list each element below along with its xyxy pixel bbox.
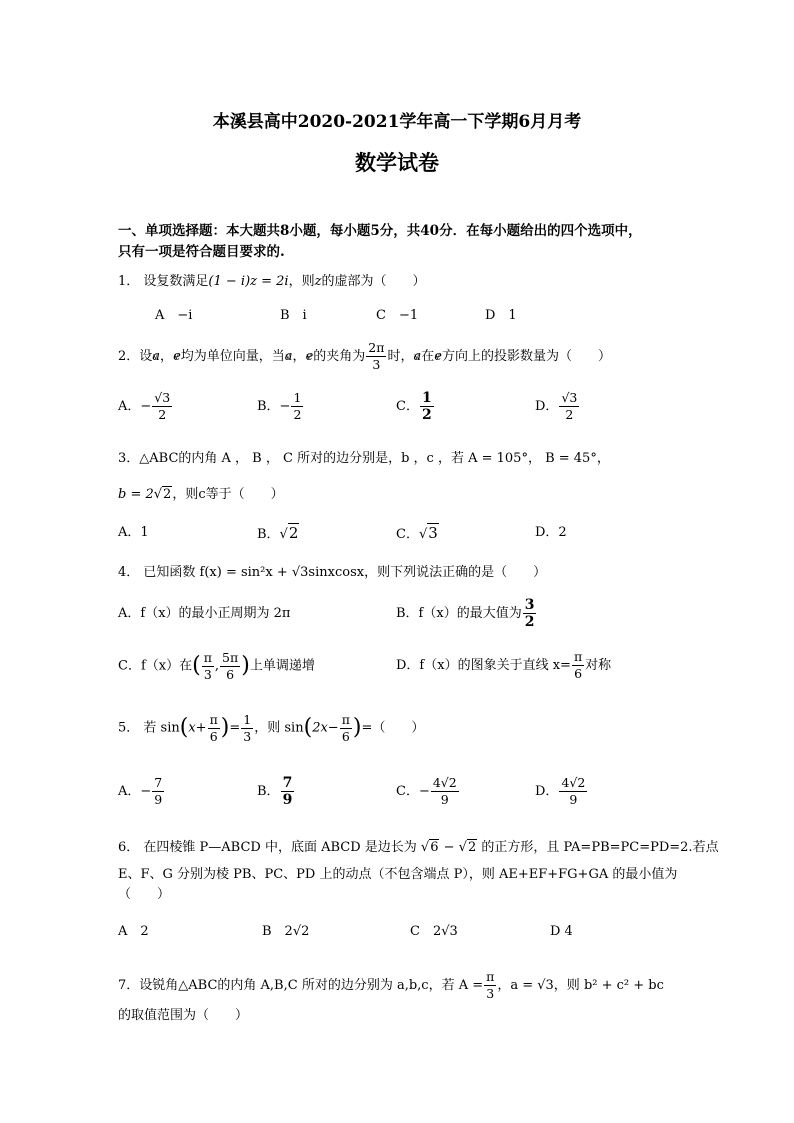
- q2-b-fraction: [291, 390, 303, 423]
- q5-pre: 5． 若 sin: [118, 720, 180, 736]
- q3-ask: ，则c等于（ ）: [172, 487, 284, 502]
- q2-d-den: 2: [565, 407, 574, 422]
- q7-den: 3: [486, 986, 495, 1001]
- q2-angle-fraction: [366, 340, 386, 373]
- q1-z: z: [314, 274, 322, 289]
- q6-option-b: B 2√2: [262, 924, 310, 939]
- q5-option-b: [257, 772, 295, 812]
- q2-a-label: A．−: [118, 399, 152, 414]
- question-6-line1: [118, 838, 719, 858]
- q5-arg2: 2x−: [312, 720, 339, 736]
- q5-eq: =: [229, 720, 241, 736]
- q5-b-num: 7: [282, 775, 293, 791]
- q2-d-label: D．: [535, 399, 559, 414]
- q5-b-label: B．: [257, 784, 280, 799]
- q5-c-num: 4√2: [432, 775, 457, 790]
- q3-sqrt-sign: √: [153, 487, 163, 502]
- q2-d-fraction: [559, 390, 579, 423]
- q3-c-radicand: 3: [428, 524, 438, 542]
- q5-den1: 6: [209, 728, 218, 744]
- q5-den2: 6: [341, 728, 350, 744]
- q5-lparen1: (: [179, 715, 189, 740]
- section-heading-line1: 一、单项选择题：本大题共8小题，每小题5分，共40分．在每小题给出的四个选项中，: [118, 223, 642, 239]
- q6-option-a: A 2: [118, 924, 149, 939]
- q5-lparen2: (: [303, 715, 313, 740]
- q2-text1: 均为单位向量，当: [180, 349, 285, 364]
- q5-d-den: 9: [569, 792, 578, 807]
- q5-rparen1: ): [220, 715, 230, 740]
- q4-d-fraction: [572, 649, 584, 682]
- q6-sqrt2: 2: [467, 840, 477, 855]
- q2-angle-num: 2π: [368, 340, 385, 355]
- q4-c-frac2: [220, 650, 240, 683]
- q6-option-d: D 4: [550, 924, 573, 939]
- q4-b-fraction: [523, 597, 537, 630]
- q2-vector-a: v a: [152, 349, 160, 364]
- q3-b-value: b = 2: [118, 487, 154, 502]
- question-6-line2: E、F、G 分别为棱 PB、PC、PD 上的动点（不包含端点 P），则 AE+EF+FG+GA 的最小值为: [118, 867, 678, 882]
- q6-option-c: C 2√3: [410, 924, 458, 939]
- q2-angle-den: 3: [372, 357, 381, 372]
- question-3-line2: [118, 485, 284, 505]
- q4-option-c: [118, 646, 315, 687]
- q3-c-label: C．√: [396, 527, 428, 542]
- q4-b-num: 3: [524, 597, 535, 613]
- q1-equation: (1 − i)z = 2i: [208, 274, 289, 289]
- q7-pre: 7．设锐角△ABC的内角 A,B,C 所对的边分别为 a,b,c，若 A =: [118, 978, 484, 993]
- q5-d-fraction: [559, 775, 587, 808]
- q4-option-a: A．f（x）的最小正周期为 2π: [118, 606, 291, 621]
- q2-text3: 时，: [387, 349, 414, 364]
- q5-a-label: A．−: [118, 784, 152, 799]
- q6-minus: − √: [439, 840, 467, 855]
- q5-d-num: 4√2: [561, 775, 586, 790]
- q4-c-d1: 3: [203, 666, 212, 682]
- q4-c-post: 上单调递增: [249, 658, 315, 674]
- q3-b-radicand: 2: [288, 524, 299, 542]
- q4-d-num: π: [573, 649, 583, 664]
- q5-c-fraction: [431, 775, 459, 808]
- q2-text2: 的夹角为: [313, 349, 366, 364]
- q5-b-den: 9: [282, 792, 293, 808]
- q2-a-num: √3: [154, 390, 171, 405]
- q7-angle-fraction: [484, 969, 496, 1002]
- q5-mid: ，则 sin: [254, 720, 304, 736]
- q2-c-den: 2: [421, 407, 432, 423]
- q4-c-n1: π: [203, 649, 212, 665]
- q2-text4: 在: [421, 349, 435, 364]
- q4-c-lparen: (: [192, 653, 201, 678]
- q4-d-post: 对称: [585, 658, 612, 673]
- q2-vector-e: v e: [173, 349, 181, 364]
- q5-num1: π: [209, 711, 218, 727]
- q5-rparen2: ): [352, 715, 362, 740]
- q4-c-d2: 6: [226, 666, 235, 682]
- q4-c-comma: ,: [214, 658, 220, 674]
- q2-d-num: √3: [561, 390, 578, 405]
- q6-post: 的正方形，且 PA=PB=PC=PD=2.若点: [477, 840, 719, 855]
- q5-a-fraction: [152, 775, 164, 808]
- q2-c-num: 1: [421, 390, 432, 406]
- q5-c-label: C．−: [396, 784, 430, 799]
- q4-d-pre: D．f（x）的图象关于直线 x=: [396, 658, 571, 673]
- q1-option-b: B i: [280, 308, 307, 323]
- question-3-line1: 3．△ABC的内角 A ， B ， C 所对的边分别是，b ，c ，若 A = 105°， B = 45°，: [118, 451, 610, 466]
- q2-option-d: [535, 390, 580, 424]
- q2-a-den: 2: [158, 407, 167, 422]
- q1-option-d: D 1: [485, 308, 517, 323]
- q5-rden: 3: [243, 728, 252, 744]
- q3-option-b: [257, 523, 299, 545]
- page-subtitle: 数学试卷: [355, 150, 439, 175]
- question-2: [118, 340, 611, 374]
- question-4: 4． 已知函数 f(x) = sin²x + √3sinxcosx，则下列说法正确的是（ ）: [118, 565, 547, 580]
- q3-b-label: B．√: [257, 527, 288, 542]
- q5-a-num: 7: [154, 775, 163, 790]
- question-1: [118, 272, 425, 292]
- question-7-line1: [118, 968, 664, 1004]
- q6-pre: 6． 在四棱锥 P—ABCD 中，底面 ABCD 是边长为 √: [118, 840, 430, 855]
- q4-option-d: [396, 646, 611, 686]
- q5-rhs: [241, 712, 253, 745]
- q5-d-label: D．: [535, 784, 559, 799]
- q7-num: π: [486, 969, 495, 984]
- q7-mid: ，a = √3，则 b² + c² + bc: [497, 978, 664, 993]
- q2-comma2: ，: [292, 349, 306, 364]
- q5-post: =（ ）: [361, 720, 425, 736]
- q4-b-label: B．f（x）的最大值为: [396, 606, 522, 621]
- q5-frac2: [340, 712, 352, 745]
- q2-comma: ，: [160, 349, 174, 364]
- page-title: 本溪县高中2020-2021学年高一下学期6月月考: [212, 112, 582, 132]
- q3-option-a: A．1: [118, 525, 149, 540]
- q5-a-den: 9: [154, 792, 163, 807]
- q2-b-num: 1: [293, 390, 302, 405]
- q1-post: 的虚部为（ ）: [321, 274, 426, 289]
- q4-c-rparen: ): [241, 653, 250, 678]
- q5-arg1: x+: [188, 720, 207, 736]
- q4-c-n2: 5π: [222, 649, 239, 665]
- q4-c-frac1: [202, 650, 214, 683]
- q5-option-a: [118, 772, 165, 812]
- q5-option-c: [396, 772, 460, 812]
- q4-b-den: 2: [524, 614, 535, 630]
- q6-sqrt6: 6: [430, 840, 439, 855]
- q1-mid: ，则: [288, 274, 315, 289]
- q2-b-den: 2: [293, 407, 302, 422]
- q2-vector-a3: v a: [413, 349, 421, 364]
- q2-c-label: C．: [396, 399, 419, 414]
- question-5: [118, 708, 424, 749]
- q2-vector-e2: v e: [306, 349, 314, 364]
- q2-a-fraction: [152, 390, 172, 423]
- question-6-line3: （ ）: [118, 887, 171, 902]
- q4-d-den: 6: [574, 666, 583, 681]
- q2-b-label: B．−: [257, 399, 291, 414]
- q2-vector-a2: v a: [285, 349, 293, 364]
- q2-c-fraction: [420, 390, 434, 423]
- q2-option-c: [396, 390, 435, 424]
- q5-c-den: 9: [440, 792, 449, 807]
- q3-option-c: [396, 523, 439, 545]
- q1-pre: 1． 设复数满足: [118, 274, 209, 289]
- question-7-line2: 的取值范围为（ ）: [118, 1008, 249, 1023]
- section-heading-line2: 只有一项是符合题目要求的.: [118, 244, 285, 260]
- q1-option-c: C −1: [376, 308, 419, 323]
- q5-option-d: [535, 772, 588, 812]
- q5-frac1: [208, 712, 220, 745]
- q5-num2: π: [341, 711, 350, 727]
- q4-c-pre: C．f（x）在: [118, 658, 193, 674]
- q5-rnum: 1: [243, 711, 252, 727]
- q2-option-a: [118, 390, 173, 424]
- q5-b-fraction: [281, 775, 295, 808]
- q3-option-d: D．2: [535, 525, 567, 540]
- q2-vector-e3: v e: [434, 349, 442, 364]
- q2-number: 2．设: [118, 349, 153, 364]
- q2-option-b: [257, 390, 304, 424]
- q4-option-b: [396, 596, 537, 632]
- q3-b-sqrt: 2: [163, 487, 172, 502]
- q1-option-a: A −i: [155, 308, 193, 323]
- q2-text5: 方向上的投影数量为（ ）: [441, 349, 611, 364]
